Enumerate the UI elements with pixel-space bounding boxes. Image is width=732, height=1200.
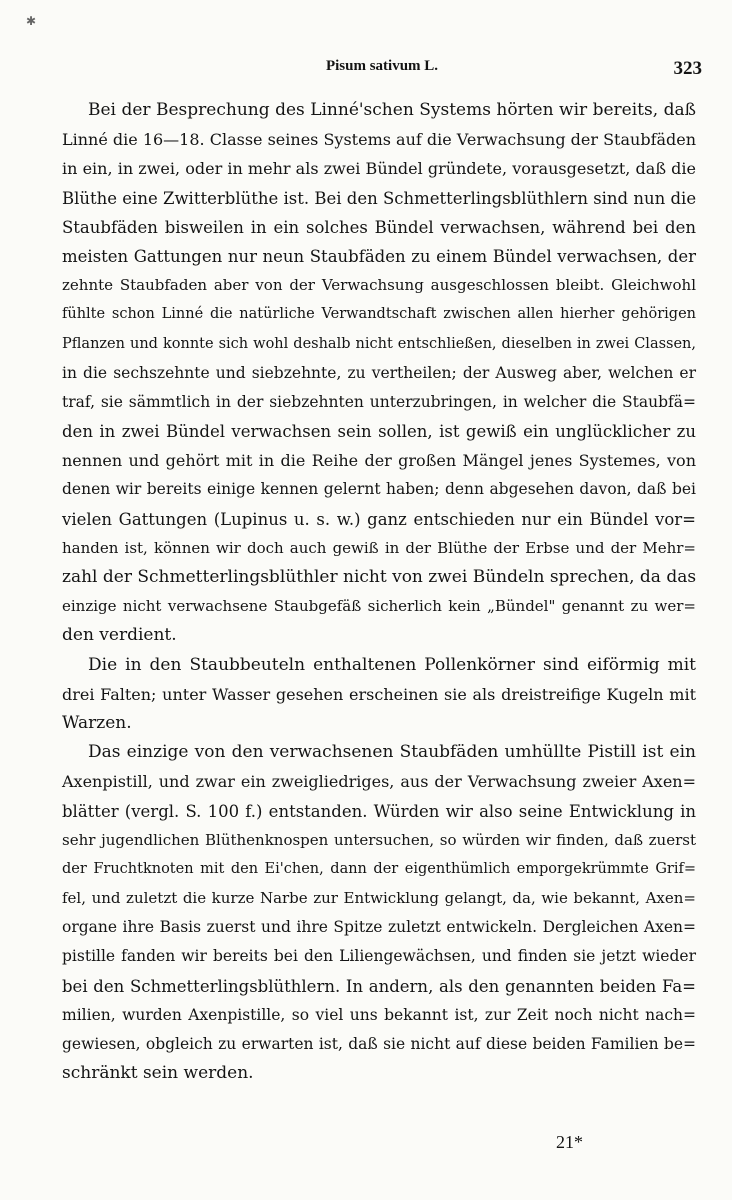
text-line: in ein, in zwei, oder in mehr als zwei Bündel gründete, vorausgesetzt, daß die [62, 159, 696, 179]
text-line: Warzen. [62, 712, 132, 733]
text-line: nennen und gehört mit in die Reihe der großen Mängel jenes Systemes, von [62, 451, 696, 471]
text-line: zehnte Staubfaden aber von der Verwachsung ausgeschlossen bleibt. Gleichwohl [62, 276, 696, 295]
signature-mark: 21* [556, 1132, 583, 1152]
text-line: den verdient. [62, 625, 177, 646]
text-line: traf, sie sämmtlich in der siebzehnten unterzubringen, in welcher die Staubfä= [62, 392, 696, 411]
text-line: in die sechszehnte und siebzehnte, zu vertheilen; der Ausweg aber, welchen er [62, 363, 696, 382]
page-number: 323 [673, 58, 702, 79]
text-line: Das einzige von den verwachsenen Staubfäden umhüllte Pistill ist ein [88, 742, 696, 763]
text-line: der Fruchtknoten mit den Ei'chen, dann der eigenthümlich emporgekrümmte Grif= [62, 860, 696, 877]
text-line: milien, wurden Axenpistille, so viel uns bekannt ist, zur Zeit noch nicht nach= [62, 1005, 696, 1024]
text-line: gewiesen, obgleich zu erwarten ist, daß sie nicht auf diese beiden Familien be= [62, 1035, 696, 1053]
text-line: organe ihre Basis zuerst und ihre Spitze zuletzt entwickeln. Dergleichen Axen= [62, 918, 696, 937]
paragraph [62, 96, 696, 651]
text-line: pistille fanden wir bereits bei den Liliengewächsen, und finden sie jetzt wieder [62, 947, 696, 966]
text-line: schränkt sein werden. [62, 1063, 254, 1084]
text-line: fühlte schon Linné die natürliche Verwandtschaft zwischen allen hierher gehörigen [62, 306, 696, 323]
paragraph [62, 738, 696, 1088]
text-line: Axenpistill, und zwar ein zweigliedriges, aus der Verwachsung zweier Axen= [62, 772, 696, 792]
text-line: einzige nicht verwachsene Staubgefäß sicherlich kein „Bündel" genannt zu wer= [62, 597, 696, 616]
text-line: Linné die 16—18. Classe seines Systems auf die Verwachsung der Staubfäden [62, 130, 697, 150]
text-line: denen wir bereits einige kennen gelernt haben; denn abgesehen davon, daß bei [62, 480, 696, 499]
text-line: handen ist, können wir doch auch gewiß in der Blüthe der Erbse und der Mehr= [62, 538, 696, 557]
running-title: Pisum sativum L. [325, 58, 439, 74]
text-line: Staubfäden bisweilen in ein solches Bündel verwachsen, während bei den [62, 217, 696, 237]
page-header [62, 58, 702, 84]
corner-mark: ✱ [26, 14, 37, 28]
text-line: Blüthe eine Zwitterblüthe ist. Bei den Schmetterlingsblüthlern sind nun die [62, 188, 697, 208]
text-line: den in zwei Bündel verwachsen sein sollen, ist gewiß ein unglücklicher zu [62, 422, 696, 442]
text-line: Die in den Staubbeuteln enthaltenen Pollenkörner sind eiförmig mit [88, 654, 696, 675]
text-line: zahl der Schmetterlingsblüthler nicht von zwei Bündeln sprechen, da das [62, 567, 697, 587]
body-text [62, 96, 696, 1088]
text-line: blätter (vergl. S. 100 f.) entstanden. Würden wir also seine Entwicklung in [62, 801, 696, 821]
text-line: fel, und zuletzt die kurze Narbe zur Entwicklung gelangt, da, wie bekannt, Axen= [62, 889, 696, 908]
text-line: sehr jugendlichen Blüthenknospen untersuchen, so würden wir finden, daß zuerst [62, 830, 696, 849]
text-line: Bei der Besprechung des Linné'schen Systems hörten wir bereits, daß [88, 100, 696, 120]
paragraph [62, 651, 696, 739]
text-line: Pflanzen und konnte sich wohl deshalb nicht entschließen, dieselben in zwei Classen, [62, 335, 696, 352]
text-line: drei Falten; unter Wasser gesehen erscheinen sie als dreistreifige Kugeln mit [62, 684, 696, 704]
text-line: vielen Gattungen (Lupinus u. s. w.) ganz entschieden nur ein Bündel vor= [62, 509, 696, 529]
text-line: bei den Schmetterlingsblüthlern. In andern, als den genannten beiden Fa= [62, 976, 696, 996]
text-line: meisten Gattungen nur neun Staubfäden zu einem Bündel verwachsen, der [62, 246, 696, 266]
